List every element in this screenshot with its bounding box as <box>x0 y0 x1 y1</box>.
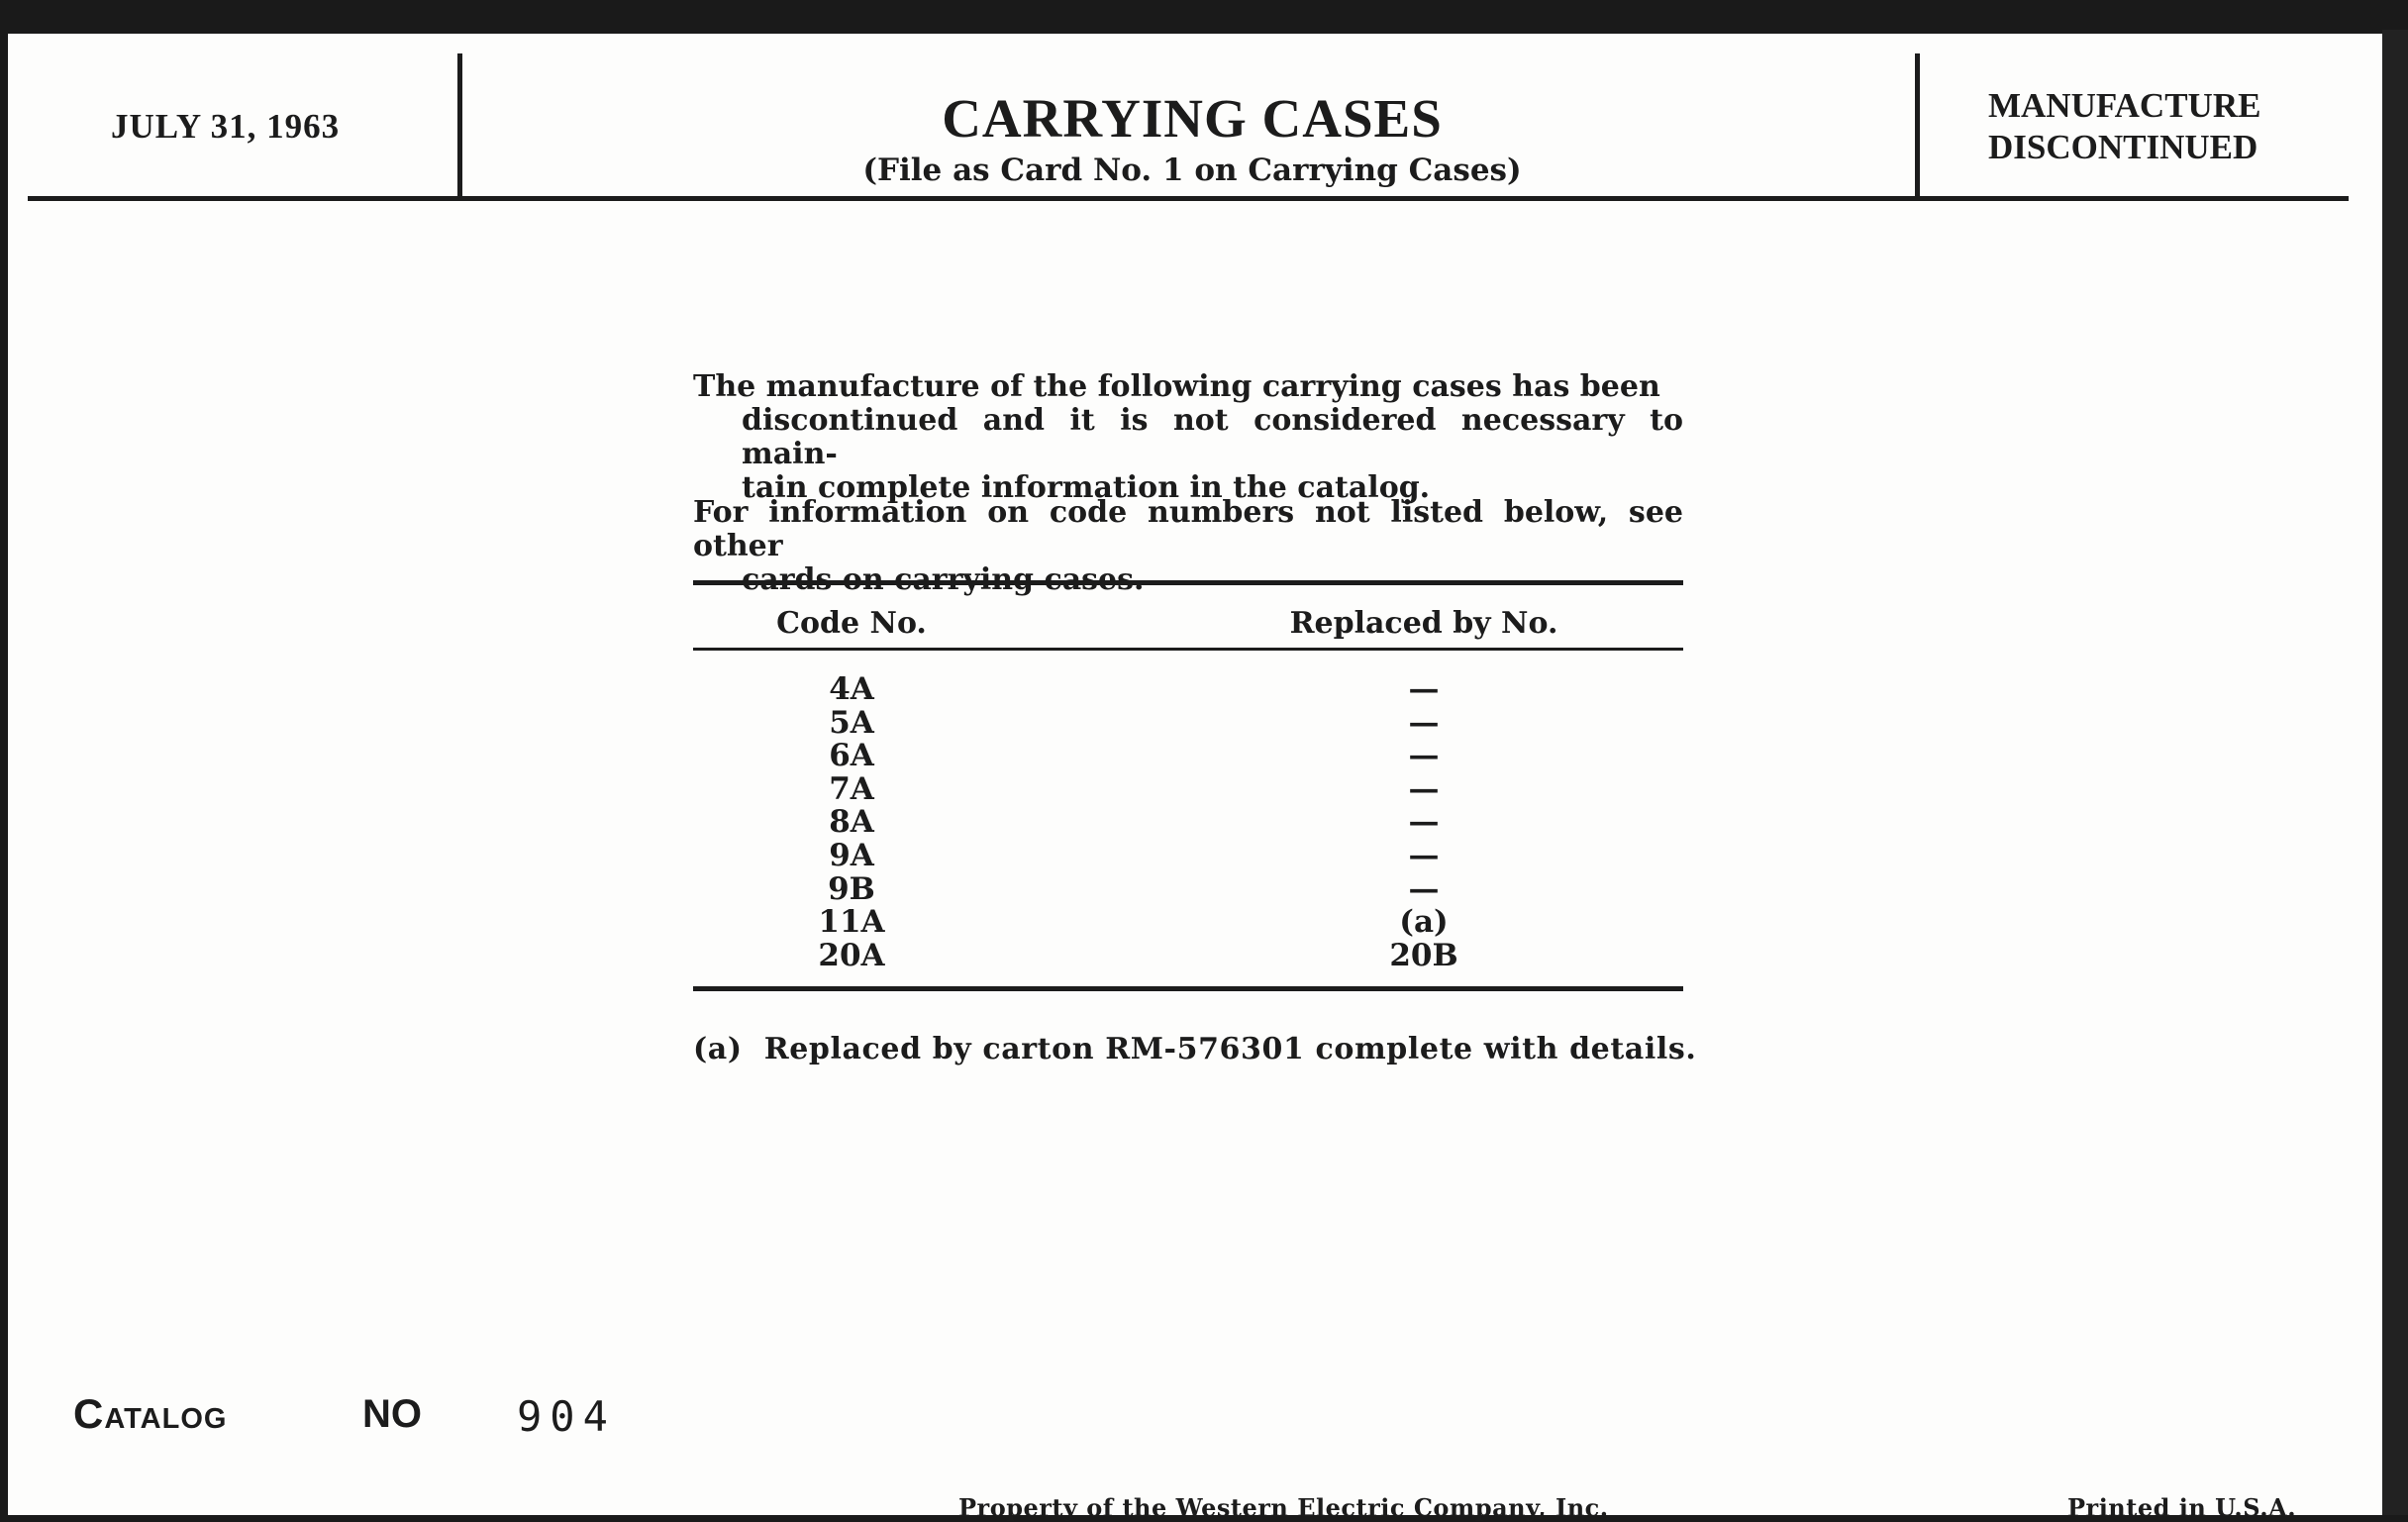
status-label <box>1988 85 2260 168</box>
table-cell-replaced: — <box>1408 804 1440 841</box>
table-cell-replaced: — <box>1408 837 1440 873</box>
table-cell-code: 5A <box>829 704 874 741</box>
table-cell-code: 9A <box>829 837 874 873</box>
table-cell-code: 7A <box>829 770 874 807</box>
intro-line-3: tain complete information in the catalog. <box>742 470 1431 505</box>
intro-paragraph <box>693 370 1683 505</box>
header-divider-left <box>457 53 462 198</box>
table-cell-code: 11A <box>818 904 885 941</box>
table-cell-replaced: — <box>1408 671 1440 707</box>
table-cell-code: 9B <box>828 870 875 907</box>
intro-line-2: discontinued and it is not considered necessary to main- <box>742 403 1683 471</box>
table-cell-code: 20A <box>818 937 885 973</box>
table-cell-replaced: — <box>1408 870 1440 907</box>
page-subtitle: (File as Card No. 1 on Carrying Cases) <box>862 152 1522 188</box>
status-line-2: DISCONTINUED <box>1988 128 2258 166</box>
catalog-card <box>8 34 2382 1522</box>
table-top-rule <box>693 580 1683 585</box>
info-line-1: For information on code numbers not listed below, see other <box>693 495 1683 563</box>
table-cell-replaced: 20B <box>1389 937 1458 973</box>
catalog-number: 904 <box>517 1392 616 1441</box>
intro-line-1: The manufacture of the following carrying cases has been <box>693 369 1660 404</box>
table-cell-code: 8A <box>829 804 874 841</box>
header-rule <box>28 196 2349 201</box>
table-cell-replaced: (a) <box>1399 904 1449 941</box>
table-bottom-rule <box>693 986 1683 991</box>
scan-edge <box>2382 30 2408 1515</box>
table-cell-replaced: — <box>1408 704 1440 741</box>
table-footnote: (a) Replaced by carton RM-576301 complete with details. <box>693 1032 1697 1066</box>
page-title: CARRYING CASES <box>942 88 1443 149</box>
printed-notice: Printed in U.S.A. <box>2067 1493 2297 1522</box>
column-header-code: Code No. <box>776 606 927 641</box>
catalog-label: Catalog <box>73 1390 228 1437</box>
table-cell-replaced: — <box>1408 770 1440 807</box>
issue-date: JULY 31, 1963 <box>111 107 341 146</box>
property-notice: Property of the Western Electric Company, Inc. <box>958 1493 1609 1522</box>
table-cell-code: 6A <box>829 738 874 774</box>
table-cell-code: 4A <box>829 671 874 707</box>
table-cell-replaced: — <box>1408 738 1440 774</box>
table-header-rule <box>693 648 1683 651</box>
catalog-no-label: NO <box>362 1392 422 1436</box>
header-divider-right <box>1915 53 1920 198</box>
column-header-replaced: Replaced by No. <box>1289 606 1558 641</box>
status-line-1: MANUFACTURE <box>1988 86 2261 125</box>
replaced-column <box>1265 673 1582 972</box>
code-column <box>693 673 1010 972</box>
